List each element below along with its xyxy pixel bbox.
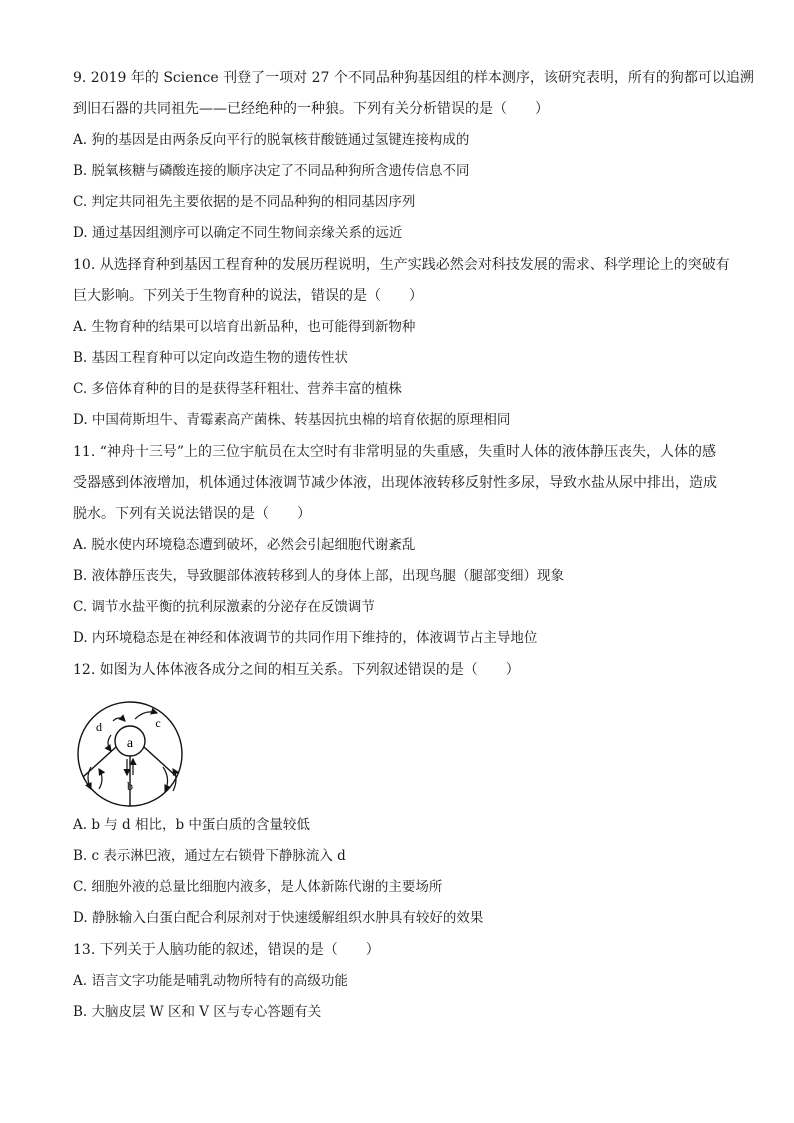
divider-right bbox=[144, 747, 177, 777]
q11-option-b: B. 液体静压丧失，导致腿部体液转移到人的身体上部，出现鸟腿（腿部变细）现象 bbox=[73, 568, 565, 584]
q11-stem-line-2: 受器感到体液增加，机体通过体液调节减少体液，出现体液转移反射性多尿，导致水盐从尿中排出，造成 bbox=[73, 475, 717, 491]
q9-option-c: C. 判定共同祖先主要依据的是不同品种狗的相同基因序列 bbox=[73, 194, 416, 210]
label-b: b bbox=[127, 779, 133, 793]
q12-stem: 12. 如图为人体体液各成分之间的相互关系。下列叙述错误的是（ ） bbox=[73, 662, 520, 678]
arrow-a-to-c bbox=[135, 712, 157, 719]
arrow-d-inner bbox=[108, 735, 111, 751]
q12-option-d: D. 静脉输入白蛋白配合利尿剂对于快速缓解组织水肿具有较好的效果 bbox=[73, 910, 484, 926]
q10-option-b: B. 基因工程育种可以定向改造生物的遗传性状 bbox=[73, 350, 349, 366]
q12-option-a: A. b 与 d 相比，b 中蛋白质的含量较低 bbox=[73, 817, 310, 833]
q11-option-a: A. 脱水使内环境稳态遭到破坏，必然会引起细胞代谢紊乱 bbox=[73, 537, 416, 553]
q12-option-b: B. c 表示淋巴液，通过左右锁骨下静脉流入 d bbox=[73, 848, 346, 864]
q11-stem-line-3: 脱水。下列有关说法错误的是（ ） bbox=[73, 506, 311, 522]
arrow-left-up bbox=[99, 769, 102, 789]
label-d: d bbox=[96, 720, 102, 734]
label-c: c bbox=[155, 716, 161, 730]
q11-stem-line-1: 11. “神舟十三号”上的三位宇航员在太空时有非常明显的失重感，失重时人体的液体静压丧失，人体的感 bbox=[73, 444, 717, 460]
q10-option-a: A. 生物育种的结果可以培育出新品种，也可能得到新物种 bbox=[73, 319, 416, 335]
label-a: a bbox=[126, 736, 134, 751]
q10-stem-line-1: 10. 从选择育种到基因工程育种的发展历程说明，生产实践必然会对科技发展的需求、科学理论上的突破有 bbox=[73, 257, 730, 273]
q9-option-d: D. 通过基因组测序可以确定不同生物间亲缘关系的远近 bbox=[73, 225, 403, 241]
q9-option-a: A. 狗的基因是由两条反向平行的脱氧核苷酸链通过氢键连接构成的 bbox=[73, 132, 470, 148]
arrow-d-to-a bbox=[113, 718, 125, 721]
q11-option-d: D. 内环境稳态是在神经和体液调节的共同作用下维持的，体液调节占主导地位 bbox=[73, 630, 538, 646]
q9-stem-line-1: 9. 2019 年的 Science 刊登了一项对 27 个不同品种狗基因组的样本测序，该研究表明，所有的狗都可以追溯 bbox=[73, 70, 754, 86]
arrow-right-down bbox=[163, 767, 168, 791]
q11-option-c: C. 调节水盐平衡的抗利尿激素的分泌存在反馈调节 bbox=[73, 599, 375, 615]
body-fluid-diagram bbox=[73, 697, 188, 812]
q10-option-d: D. 中国荷斯坦牛、青霉素高产菌株、转基因抗虫棉的培育依据的原理相同 bbox=[73, 412, 511, 428]
q13-stem: 13. 下列关于人脑功能的叙述，错误的是（ ） bbox=[73, 942, 380, 958]
q13-option-a: A. 语言文字功能是哺乳动物所特有的高级功能 bbox=[73, 973, 348, 989]
q9-option-b: B. 脱氧核糖与磷酸连接的顺序决定了不同品种狗所含遗传信息不同 bbox=[73, 163, 470, 179]
q10-option-c: C. 多倍体育种的目的是获得茎秆粗壮、营养丰富的植株 bbox=[73, 381, 402, 397]
q13-option-b: B. 大脑皮层 W 区和 V 区与专心答题有关 bbox=[73, 1004, 322, 1020]
q12-option-c: C. 细胞外液的总量比细胞内液多，是人体新陈代谢的主要场所 bbox=[73, 879, 443, 895]
q9-stem-line-2: 到旧石器的共同祖先——已经绝种的一种狼。下列有关分析错误的是（ ） bbox=[73, 101, 549, 117]
divider-left bbox=[83, 747, 116, 777]
q10-stem-line-2: 巨大影响。下列关于生物育种的说法，错误的是（ ） bbox=[73, 288, 423, 304]
